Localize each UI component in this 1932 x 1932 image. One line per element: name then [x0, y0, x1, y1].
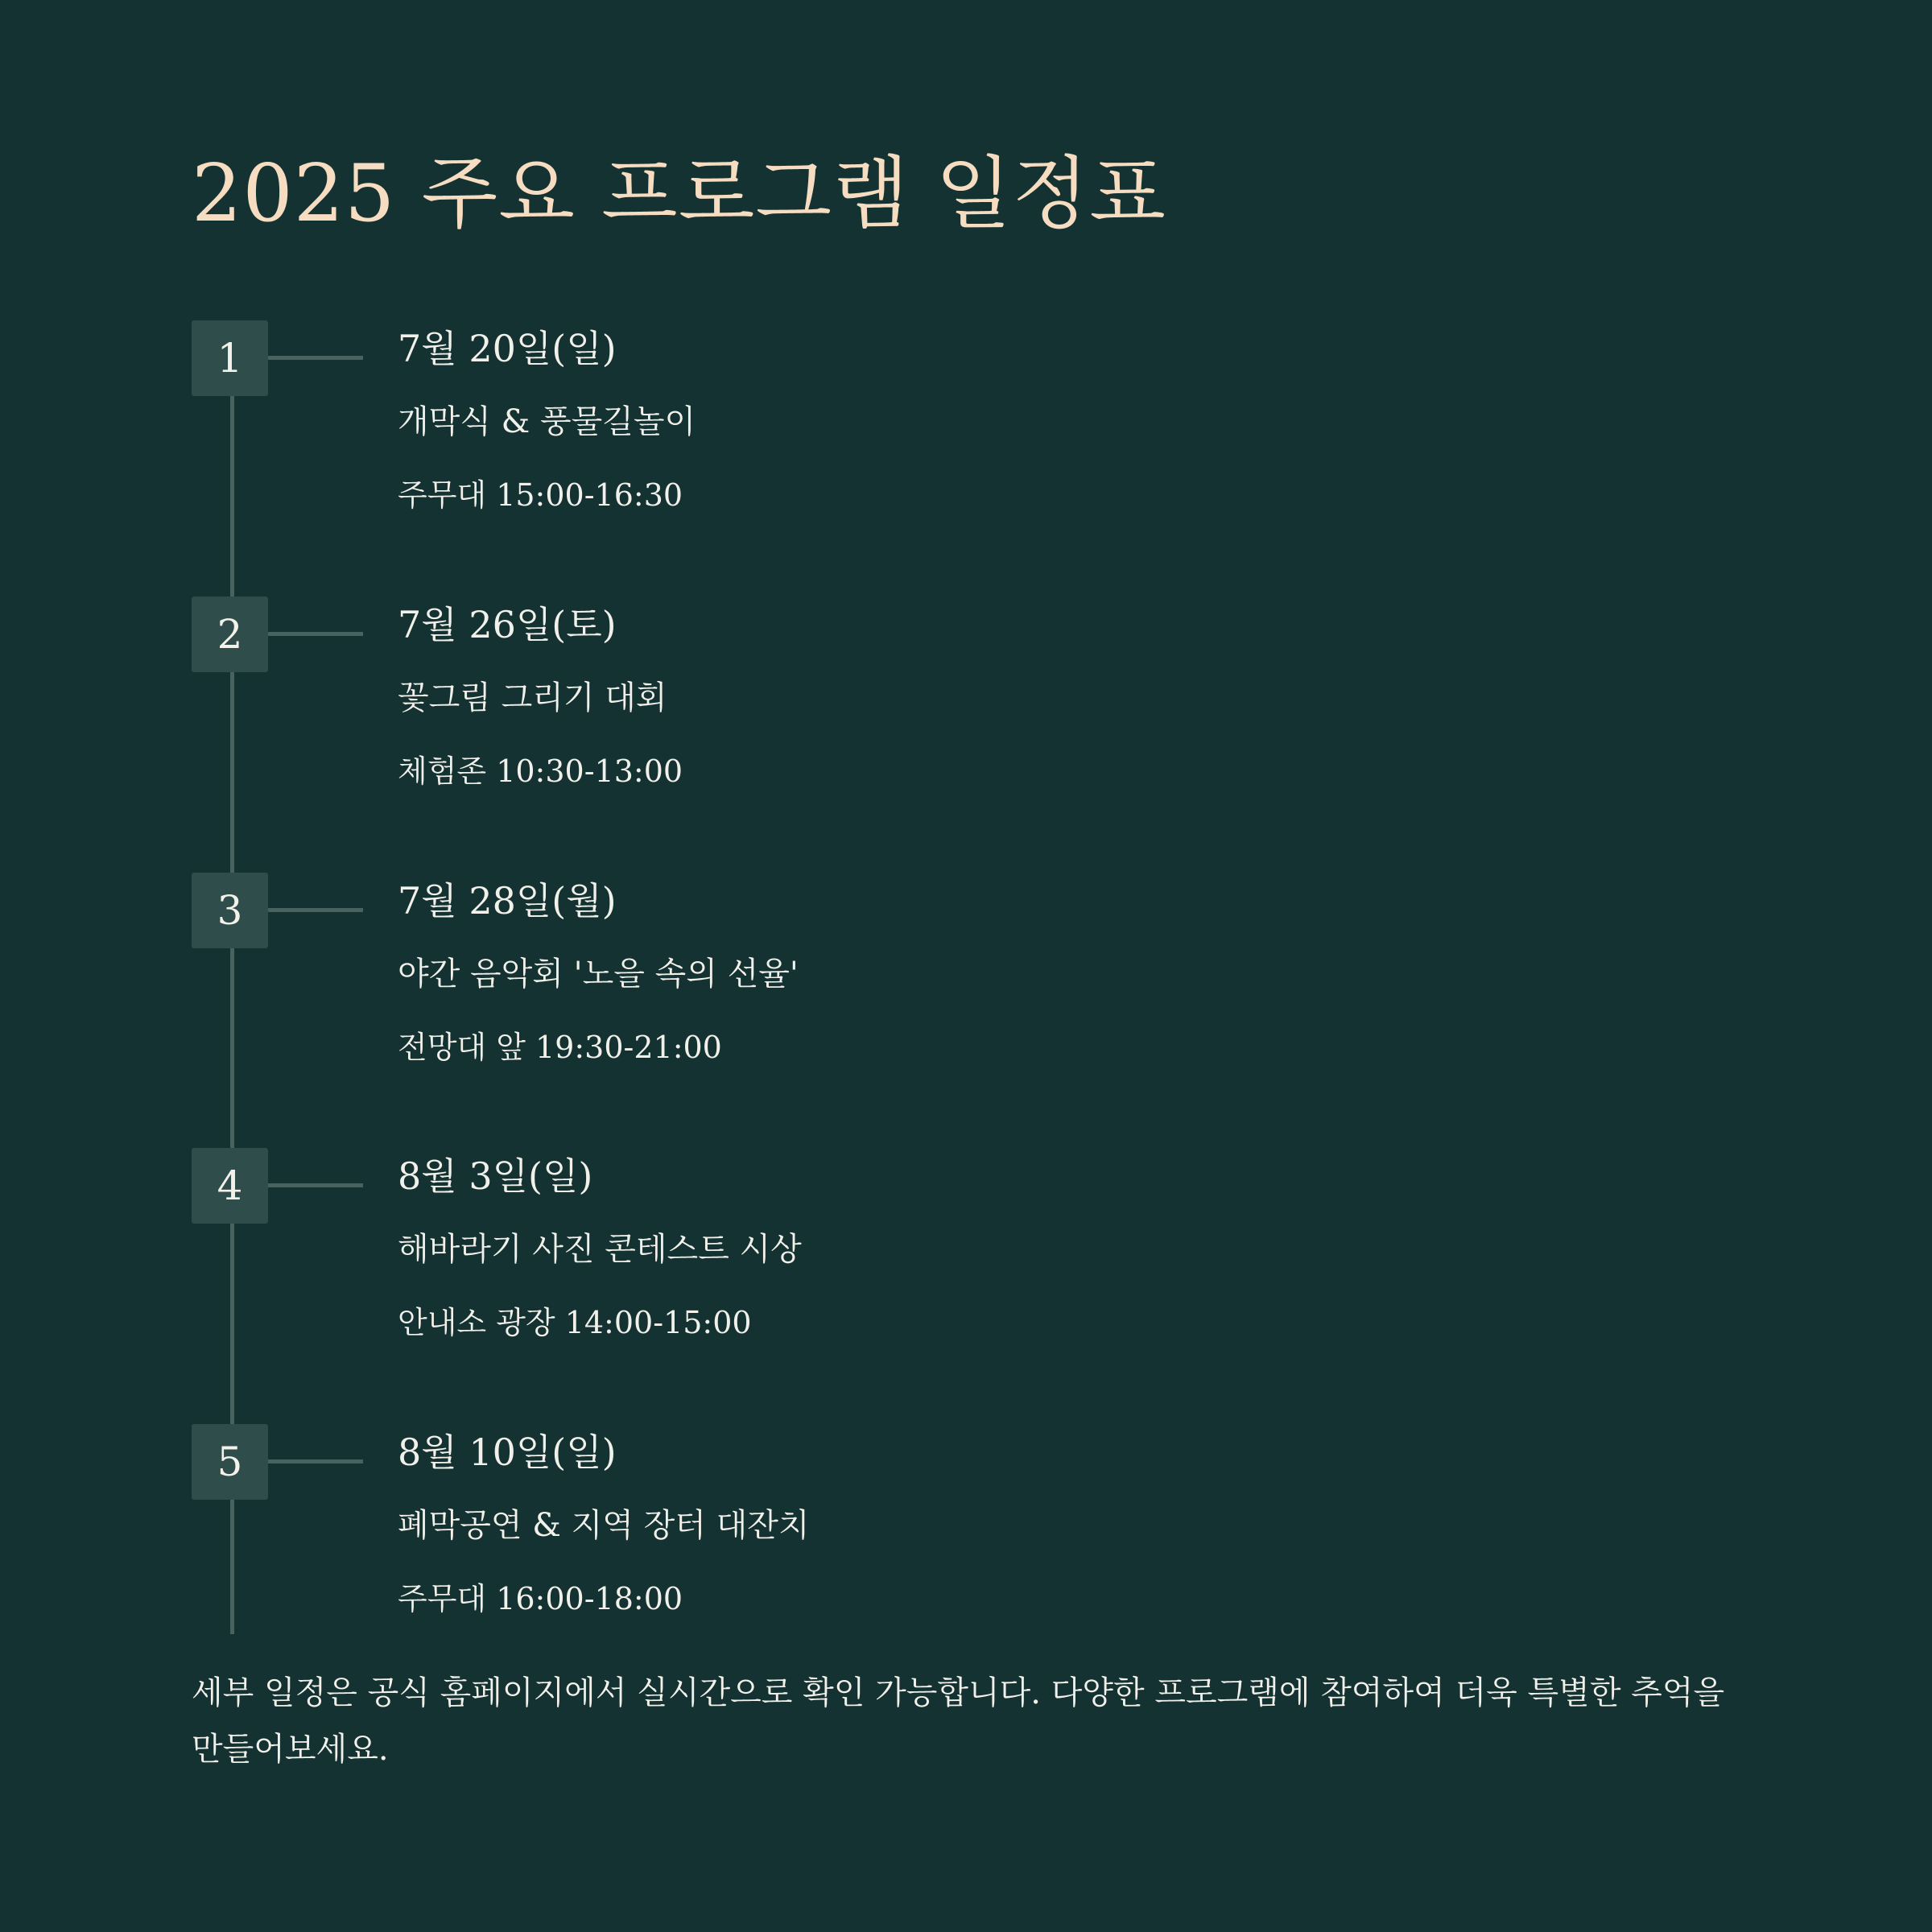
item-place-time: 체험존 10:30-13:00: [398, 753, 683, 789]
schedule-item-5: [0, 1424, 1932, 1666]
item-date: 7월 20일(일): [398, 327, 617, 370]
timeline-connector: [268, 632, 363, 636]
timeline-connector: [268, 1459, 363, 1463]
item-number-badge: 4: [192, 1148, 268, 1224]
item-number-badge: 3: [192, 873, 268, 948]
timeline-connector: [268, 1183, 363, 1187]
item-event: 폐막공연 & 지역 장터 대잔치: [398, 1507, 810, 1544]
item-number-badge: 5: [192, 1424, 268, 1500]
schedule-item-4: [0, 1148, 1932, 1389]
footer-note: 세부 일정은 공식 홈페이지에서 실시간으로 확인 가능합니다. 다양한 프로그램에 참여하여 더욱 특별한 추억을 만들어보세요.: [192, 1674, 1725, 1768]
item-number-badge: 2: [192, 597, 268, 672]
item-date: 8월 10일(일): [398, 1430, 617, 1474]
item-place-time: 안내소 광장 14:00-15:00: [398, 1305, 752, 1340]
item-number-badge: 1: [192, 320, 268, 396]
timeline-connector: [268, 908, 363, 912]
schedule-item-3: [0, 873, 1932, 1114]
item-date: 7월 28일(월): [398, 879, 617, 923]
page-title: 2025 주요 프로그램 일정표: [192, 148, 1166, 240]
item-event: 야간 음악회 '노을 속의 선율': [398, 956, 799, 993]
item-place-time: 주무대 15:00-16:30: [398, 477, 683, 513]
item-date: 8월 3일(일): [398, 1154, 593, 1198]
schedule-item-1: [0, 320, 1932, 562]
item-place-time: 주무대 16:00-18:00: [398, 1581, 683, 1616]
item-place-time: 전망대 앞 19:30-21:00: [398, 1030, 722, 1065]
schedule-item-2: [0, 597, 1932, 838]
timeline-connector: [268, 356, 363, 360]
item-event: 해바라기 사진 콘테스트 시상: [398, 1231, 802, 1268]
item-event: 꽃그림 그리기 대회: [398, 679, 667, 716]
item-date: 7월 26일(토): [398, 603, 617, 646]
item-event: 개막식 & 풍물길놀이: [398, 403, 696, 440]
